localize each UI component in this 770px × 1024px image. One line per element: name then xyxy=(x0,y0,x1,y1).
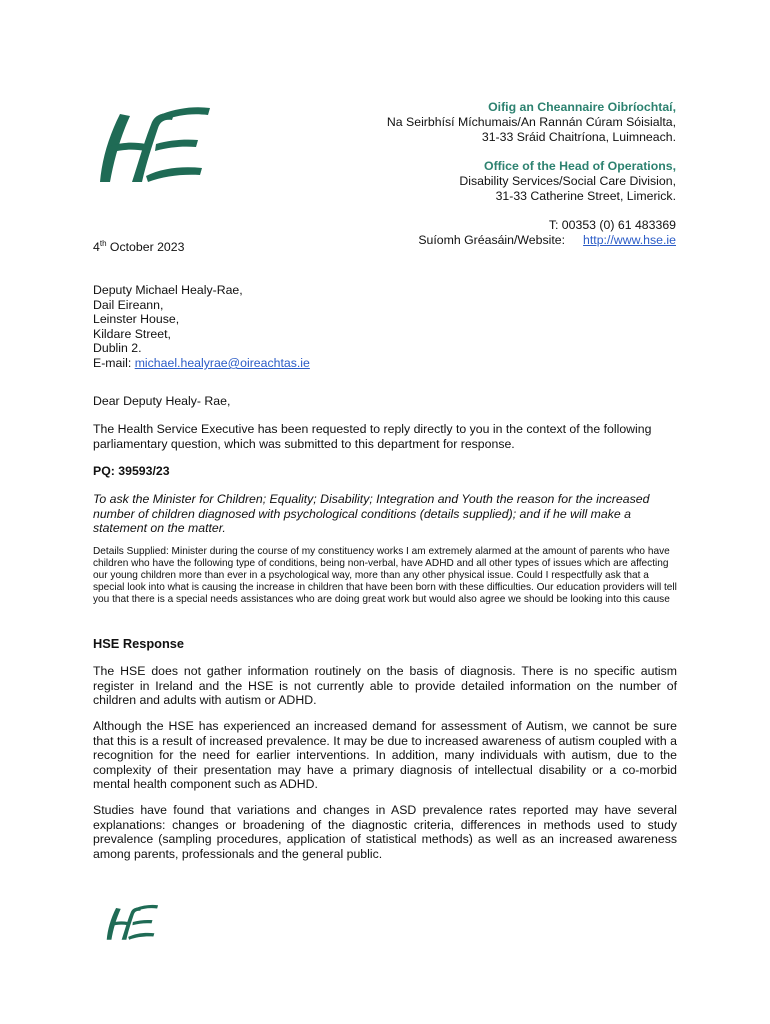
response-paragraph-1: The HSE does not gather information routinely on the basis of diagnosis. There is no specific autism register in Ireland and the HSE is not currently able to provide detailed information on the number of children and adults with autism or ADHD. xyxy=(93,664,677,708)
phone-number: T: 00353 (0) 61 483369 xyxy=(548,218,676,232)
letter-date xyxy=(93,240,184,255)
response-paragraph-3: Studies have found that variations and changes in ASD prevalence rates reported may have several explanations: changes or broadening of the diagnostic criteria, differences in methods used to study prevalence (sampling procedures, application of statistical methods) as well as an increased awareness among parents, professionals and the general public. xyxy=(93,803,677,861)
hse-logo xyxy=(92,104,212,184)
date-rest: October 2023 xyxy=(106,240,185,254)
recipient-line-2: Leinster House, xyxy=(93,312,180,327)
response-heading: HSE Response xyxy=(93,636,185,651)
recipient-line-3: Kildare Street, xyxy=(93,326,171,341)
details-supplied: Details Supplied: Minister during the course of my constituency works I am extremely alarmed at the amount of parents who have children who have the following type of conditions, being non-verbal, have ADHD and all other types of issues which are affecting our young children more than ever in a psychological way, more than any other physical issue. Could I respectfully ask that a special look into what is causing the increase in children that have been born with these difficulties. Our education providers will tell you that there is a special needs assistances who are doing great work but would also agree we should be looking into this cause xyxy=(93,546,677,605)
recipient-line-1: Dail Eireann, xyxy=(93,297,164,312)
office-title: Office of the Head of Operations, xyxy=(484,159,676,173)
intro-paragraph: The Health Service Executive has been requested to reply directly to you in the context of the following parliamentary question, which was submitted to this department for response. xyxy=(93,422,652,451)
email-link[interactable]: michael.healyrae@oireachtas.ie xyxy=(134,355,310,370)
salutation: Dear Deputy Healy- Rae, xyxy=(93,394,231,408)
recipient-email-line xyxy=(93,356,310,371)
office-address: 31-33 Catherine Street, Limerick. xyxy=(495,189,676,203)
website-line xyxy=(276,233,676,248)
irish-address: 31-33 Sráid Chaitríona, Luimneach. xyxy=(481,130,676,144)
hse-footer-logo xyxy=(103,900,159,944)
division: Disability Services/Social Care Division, xyxy=(459,174,676,188)
email-label: E-mail: xyxy=(93,355,135,370)
recipient-address xyxy=(93,283,310,371)
irish-office-title: Oifig an Cheannaire Oibríochtaí, xyxy=(488,100,676,114)
letterhead-address xyxy=(276,100,676,248)
irish-division: Na Seirbhísí Míchumais/An Rannán Cúram Sóisialta, xyxy=(386,115,676,129)
website-link[interactable]: http://www.hse.ie xyxy=(583,233,676,247)
parliamentary-question: To ask the Minister for Children; Equality; Disability; Integration and Youth the reason for the increased number of children diagnosed with psychological conditions (details supplied); and if he will make a statement on the matter. xyxy=(93,492,650,536)
response-paragraph-2: Although the HSE has experienced an increased demand for assessment of Autism, we cannot be sure that this is a result of increased prevalence. It may be due to increased awareness of autism coupled with a recognition for the need for earlier interventions. In addition, many individuals with autism, due to the complexity of their presentation may have a primary diagnosis of intellectual disability or a co-morbid mental health component such as ADHD. xyxy=(93,719,677,792)
pq-number: PQ: 39593/23 xyxy=(93,464,170,478)
website-label: Suíomh Gréasáin/Website: xyxy=(418,233,566,247)
recipient-line-4: Dublin 2. xyxy=(93,341,142,356)
date-day: 4 xyxy=(93,240,100,254)
date-suffix: th xyxy=(99,238,107,248)
recipient-name: Deputy Michael Healy-Rae, xyxy=(93,283,243,297)
